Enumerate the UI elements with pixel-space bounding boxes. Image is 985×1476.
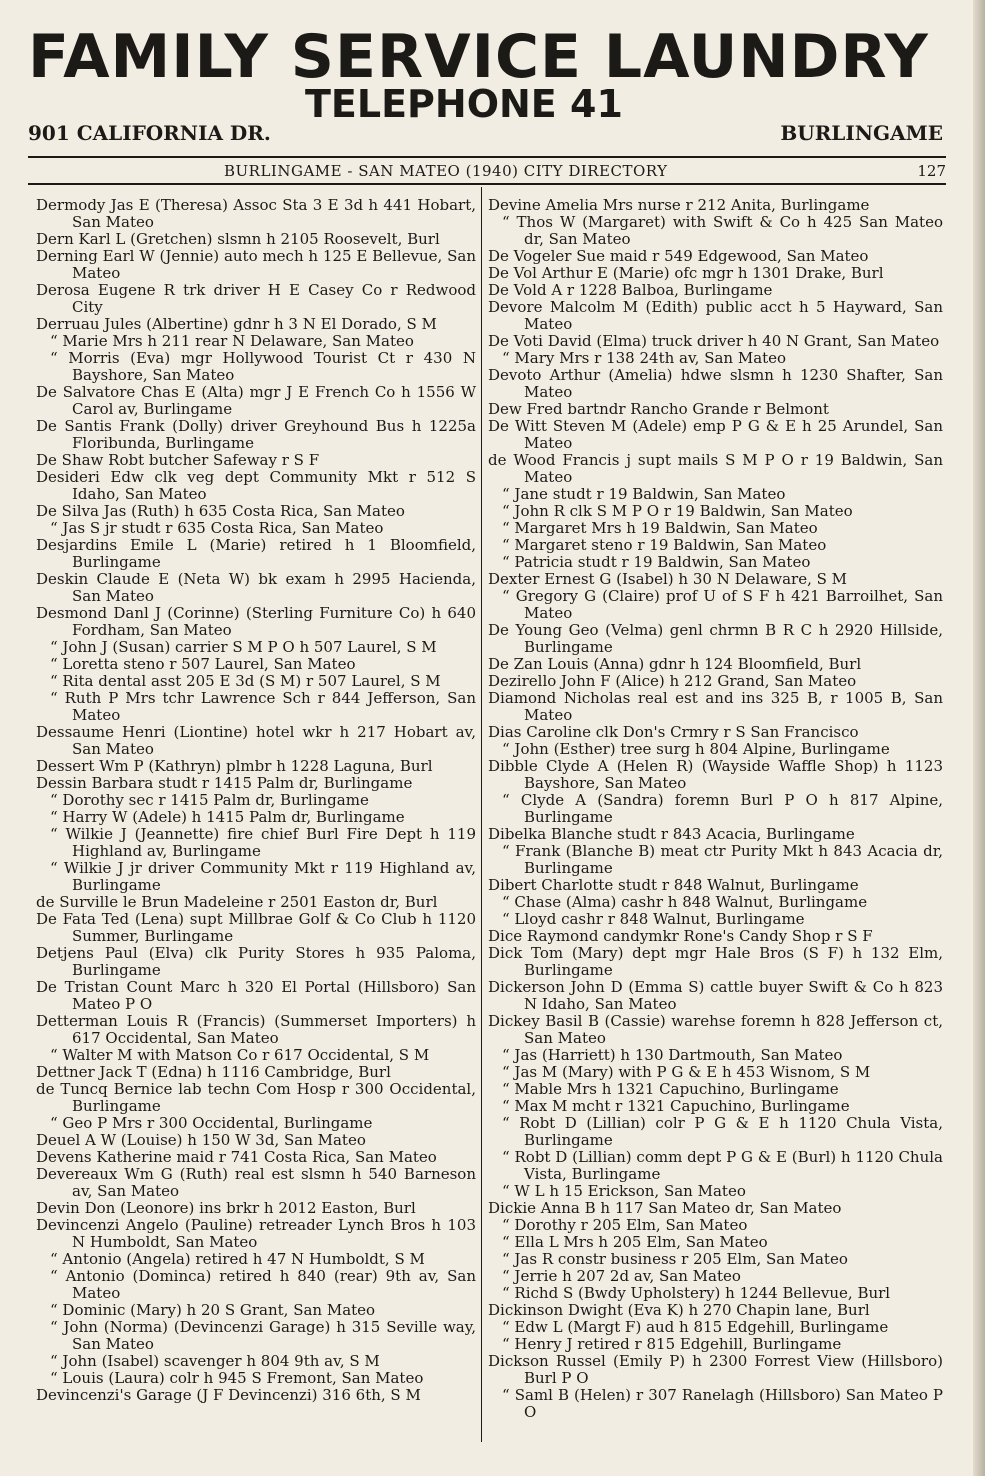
directory-entry: “ Edw L (Margt F) aud h 815 Edgehill, Burlingame [502, 1318, 889, 1336]
directory-entry: de Wood Francis j supt mails S M P O r 19 Baldwin, San Mateo [488, 451, 943, 486]
directory-entry: “ Saml B (Helen) r 307 Ranelagh (Hillsboro) San Mateo P O [502, 1386, 943, 1421]
directory-entry: De Salvatore Chas E (Alta) mgr J E French Co h 1556 W Carol av, Burlingame [36, 383, 476, 418]
directory-entry: Detjens Paul (Elva) clk Purity Stores h 935 Paloma, Burlingame [36, 944, 476, 979]
directory-entry: “ Gregory G (Claire) prof U of S F h 421 Barroilhet, San Mateo [502, 587, 943, 622]
directory-entry: “ Richd S (Bwdy Upholstery) h 1244 Bellevue, Burl [502, 1284, 891, 1302]
directory-entry: Devincenzi's Garage (J F Devincenzi) 316 6th, S M [36, 1386, 421, 1404]
ad-telephone: TELEPHONE 41 [305, 82, 623, 126]
directory-entry: “ John (Isabel) scavenger h 804 9th av, S M [50, 1352, 380, 1370]
directory-entry: “ Ella L Mrs h 205 Elm, San Mateo [502, 1233, 768, 1251]
header-rule-top [28, 156, 946, 158]
directory-entry: “ Jas R constr business r 205 Elm, San Mateo [502, 1250, 848, 1268]
directory-entry: Desjardins Emile L (Marie) retired h 1 Bloomfield, Burlingame [36, 536, 476, 571]
directory-entry: Devore Malcolm M (Edith) public acct h 5 Hayward, San Mateo [488, 298, 943, 333]
directory-entry: Deuel A W (Louise) h 150 W 3d, San Mateo [36, 1131, 366, 1149]
directory-entry: “ Walter M with Matson Co r 617 Occidental, S M [50, 1046, 430, 1064]
directory-entry: “ John R clk S M P O r 19 Baldwin, San Mateo [502, 502, 853, 520]
directory-entry: Diamond Nicholas real est and ins 325 B, r 1005 B, San Mateo [488, 689, 943, 724]
directory-entry: Dern Karl L (Gretchen) slsmn h 2105 Roosevelt, Burl [36, 230, 440, 248]
directory-entry: “ Frank (Blanche B) meat ctr Purity Mkt h 843 Acacia dr, Burlingame [502, 842, 943, 877]
ad-city: BURLINGAME [780, 121, 943, 145]
directory-entry: Devin Don (Leonore) ins brkr h 2012 Easton, Burl [36, 1199, 416, 1217]
directory-entry: “ Antonio (Angela) retired h 47 N Humboldt, S M [50, 1250, 425, 1268]
directory-entry: Dice Raymond candymkr Rone's Candy Shop r S F [488, 927, 873, 945]
directory-entry: Desmond Danl J (Corinne) (Sterling Furniture Co) h 640 Fordham, San Mateo [36, 604, 476, 639]
directory-entry: “ Mary Mrs r 138 24th av, San Mateo [502, 349, 787, 367]
directory-entry: “ Lloyd cashr r 848 Walnut, Burlingame [502, 910, 805, 928]
directory-entry: Desideri Edw clk veg dept Community Mkt r 512 S Idaho, San Mateo [36, 468, 476, 503]
directory-entry: “ Louis (Laura) colr h 945 S Fremont, San Mateo [50, 1369, 424, 1387]
directory-entry: “ Morris (Eva) mgr Hollywood Tourist Ct r 430 N Bayshore, San Mateo [50, 349, 476, 384]
directory-entry: Dettner Jack T (Edna) h 1116 Cambridge, Burl [36, 1063, 391, 1081]
directory-entry: Dickerson John D (Emma S) cattle buyer Swift & Co h 823 N Idaho, San Mateo [488, 978, 943, 1013]
directory-entry: De Young Geo (Velma) genl chrmn B R C h 2920 Hillside, Burlingame [488, 621, 943, 656]
directory-entry: “ Max M mcht r 1321 Capuchino, Burlingame [502, 1097, 850, 1115]
directory-entry: “ Margaret Mrs h 19 Baldwin, San Mateo [502, 519, 818, 537]
directory-entry: “ Chase (Alma) cashr h 848 Walnut, Burlingame [502, 893, 868, 911]
directory-entry: de Surville le Brun Madeleine r 2501 Easton dr, Burl [36, 893, 438, 911]
directory-entry: “ John (Norma) (Devincenzi Garage) h 315 Seville way, San Mateo [50, 1318, 476, 1353]
directory-entry: Dibert Charlotte studt r 848 Walnut, Burlingame [488, 876, 859, 894]
directory-entry: Dezirello John F (Alice) h 212 Grand, San Mateo [488, 672, 857, 690]
column-divider [481, 187, 482, 1442]
ad-address: 901 CALIFORNIA DR. [28, 121, 271, 145]
directory-entry: Dick Tom (Mary) dept mgr Hale Bros (S F) h 132 Elm, Burlingame [488, 944, 943, 979]
directory-entry: Deskin Claude E (Neta W) bk exam h 2995 Hacienda, San Mateo [36, 570, 476, 605]
header-rule-bottom [28, 183, 946, 185]
directory-entry: Derruau Jules (Albertine) gdnr h 3 N El Dorado, S M [36, 315, 437, 333]
directory-entry: “ Rita dental asst 205 E 3d (S M) r 507 Laurel, S M [50, 672, 441, 690]
directory-entry: “ John J (Susan) carrier S M P O h 507 Laurel, S M [50, 638, 437, 656]
directory-entry: “ Mable Mrs h 1321 Capuchino, Burlingame [502, 1080, 839, 1098]
directory-entry: “ Clyde A (Sandra) foremn Burl P O h 817 Alpine, Burlingame [502, 791, 943, 826]
directory-entry: “ W L h 15 Erickson, San Mateo [502, 1182, 746, 1200]
directory-entry: “ Robt D (Lillian) colr P G & E h 1120 Chula Vista, Burlingame [502, 1114, 943, 1149]
directory-entry: Dew Fred bartndr Rancho Grande r Belmont [488, 400, 829, 418]
directory-entry: “ Wilkie J jr driver Community Mkt r 119 Highland av, Burlingame [50, 859, 476, 894]
running-header [28, 161, 946, 181]
directory-entry: Detterman Louis R (Francis) (Summerset Importers) h 617 Occidental, San Mateo [36, 1012, 476, 1047]
directory-entry: Dessaume Henri (Liontine) hotel wkr h 217 Hobart av, San Mateo [36, 723, 476, 758]
directory-entry: Dickie Anna B h 117 San Mateo dr, San Mateo [488, 1199, 842, 1217]
directory-entry: De Witt Steven M (Adele) emp P G & E h 25 Arundel, San Mateo [488, 417, 943, 452]
directory-entry: Dibelka Blanche studt r 843 Acacia, Burlingame [488, 825, 855, 843]
directory-entry: De Vold A r 1228 Balboa, Burlingame [488, 281, 773, 299]
directory-entry: De Silva Jas (Ruth) h 635 Costa Rica, San Mateo [36, 502, 405, 520]
directory-entry: “ Jerrie h 207 2d av, San Mateo [502, 1267, 741, 1285]
page-number: 127 [917, 162, 946, 180]
directory-entry: Devoto Arthur (Amelia) hdwe slsmn h 1230 Shafter, San Mateo [488, 366, 943, 401]
directory-entry: Derning Earl W (Jennie) auto mech h 125 E Bellevue, San Mateo [36, 247, 476, 282]
directory-entry: “ Margaret steno r 19 Baldwin, San Mateo [502, 536, 827, 554]
directory-entry: Derosa Eugene R trk driver H E Casey Co r Redwood City [36, 281, 476, 316]
directory-entry: De Santis Frank (Dolly) driver Greyhound Bus h 1225a Floribunda, Burlingame [36, 417, 476, 452]
directory-entry: De Shaw Robt butcher Safeway r S F [36, 451, 320, 469]
ad-title: FAMILY SERVICE LAUNDRY [28, 22, 929, 92]
directory-entry: “ Jas (Harriett) h 130 Dartmouth, San Mateo [502, 1046, 843, 1064]
directory-entry: “ Geo P Mrs r 300 Occidental, Burlingame [50, 1114, 373, 1132]
directory-entry: “ Dorothy r 205 Elm, San Mateo [502, 1216, 748, 1234]
directory-entry: “ Dorothy sec r 1415 Palm dr, Burlingame [50, 791, 369, 809]
directory-entry: “ Jas S jr studt r 635 Costa Rica, San Mateo [50, 519, 384, 537]
directory-entry: De Zan Louis (Anna) gdnr h 124 Bloomfield, Burl [488, 655, 862, 673]
directory-entry: Devine Amelia Mrs nurse r 212 Anita, Burlingame [488, 196, 870, 214]
directory-entry: Dickson Russel (Emily P) h 2300 Forrest View (Hillsboro) Burl P O [488, 1352, 943, 1387]
directory-entry: “ Jas M (Mary) with P G & E h 453 Wisnom, S M [502, 1063, 871, 1081]
running-title: BURLINGAME - SAN MATEO (1940) CITY DIRECTORY [224, 162, 668, 180]
directory-entry: De Vol Arthur E (Marie) ofc mgr h 1301 Drake, Burl [488, 264, 884, 282]
directory-entry: “ John (Esther) tree surg h 804 Alpine, Burlingame [502, 740, 890, 758]
directory-entry: Dessin Barbara studt r 1415 Palm dr, Burlingame [36, 774, 413, 792]
directory-entry: De Voti David (Elma) truck driver h 40 N Grant, San Mateo [488, 332, 940, 350]
directory-entry: Devereaux Wm G (Ruth) real est slsmn h 540 Barneson av, San Mateo [36, 1165, 476, 1200]
directory-entry: Dickinson Dwight (Eva K) h 270 Chapin lane, Burl [488, 1301, 870, 1319]
directory-entry: “ Thos W (Margaret) with Swift & Co h 425 San Mateo dr, San Mateo [502, 213, 943, 248]
left-column [36, 197, 476, 1404]
directory-entry: “ Ruth P Mrs tchr Lawrence Sch r 844 Jefferson, San Mateo [50, 689, 476, 724]
directory-entry: “ Harry W (Adele) h 1415 Palm dr, Burlingame [50, 808, 405, 826]
book-spine-edge [973, 0, 985, 1476]
directory-entry: “ Henry J retired r 815 Edgehill, Burlingame [502, 1335, 842, 1353]
directory-entry: “ Jane studt r 19 Baldwin, San Mateo [502, 485, 786, 503]
directory-entry: Dexter Ernest G (Isabel) h 30 N Delaware, S M [488, 570, 848, 588]
directory-entry: Dessert Wm P (Kathryn) plmbr h 1228 Laguna, Burl [36, 757, 433, 775]
directory-entry: De Tristan Count Marc h 320 El Portal (Hillsboro) San Mateo P O [36, 978, 476, 1013]
directory-entry: de Tuncq Bernice lab techn Com Hosp r 300 Occidental, Burlingame [36, 1080, 476, 1115]
directory-entry: Dibble Clyde A (Helen R) (Wayside Waffle Shop) h 1123 Bayshore, San Mateo [488, 757, 943, 792]
directory-entry: “ Patricia studt r 19 Baldwin, San Mateo [502, 553, 811, 571]
directory-entry: Dermody Jas E (Theresa) Assoc Sta 3 E 3d h 441 Hobart, San Mateo [36, 196, 476, 231]
right-column [488, 197, 943, 1421]
directory-entry: De Vogeler Sue maid r 549 Edgewood, San Mateo [488, 247, 869, 265]
directory-entry: “ Loretta steno r 507 Laurel, San Mateo [50, 655, 356, 673]
directory-entry: Dias Caroline clk Don's Crmry r S San Francisco [488, 723, 859, 741]
directory-entry: “ Wilkie J (Jeannette) fire chief Burl Fire Dept h 119 Highland av, Burlingame [50, 825, 476, 860]
directory-entry: “ Marie Mrs h 211 rear N Delaware, San Mateo [50, 332, 414, 350]
directory-entry: “ Robt D (Lillian) comm dept P G & E (Burl) h 1120 Chula Vista, Burlingame [502, 1148, 943, 1183]
directory-entry: “ Antonio (Dominca) retired h 840 (rear) 9th av, San Mateo [50, 1267, 476, 1302]
directory-entry: Devens Katherine maid r 741 Costa Rica, San Mateo [36, 1148, 437, 1166]
directory-entry: “ Dominic (Mary) h 20 S Grant, San Mateo [50, 1301, 376, 1319]
directory-entry: Devincenzi Angelo (Pauline) retreader Lynch Bros h 103 N Humboldt, San Mateo [36, 1216, 476, 1251]
directory-entry: De Fata Ted (Lena) supt Millbrae Golf & Co Club h 1120 Summer, Burlingame [36, 910, 476, 945]
directory-entry: Dickey Basil B (Cassie) warehse foremn h 828 Jefferson ct, San Mateo [488, 1012, 943, 1047]
